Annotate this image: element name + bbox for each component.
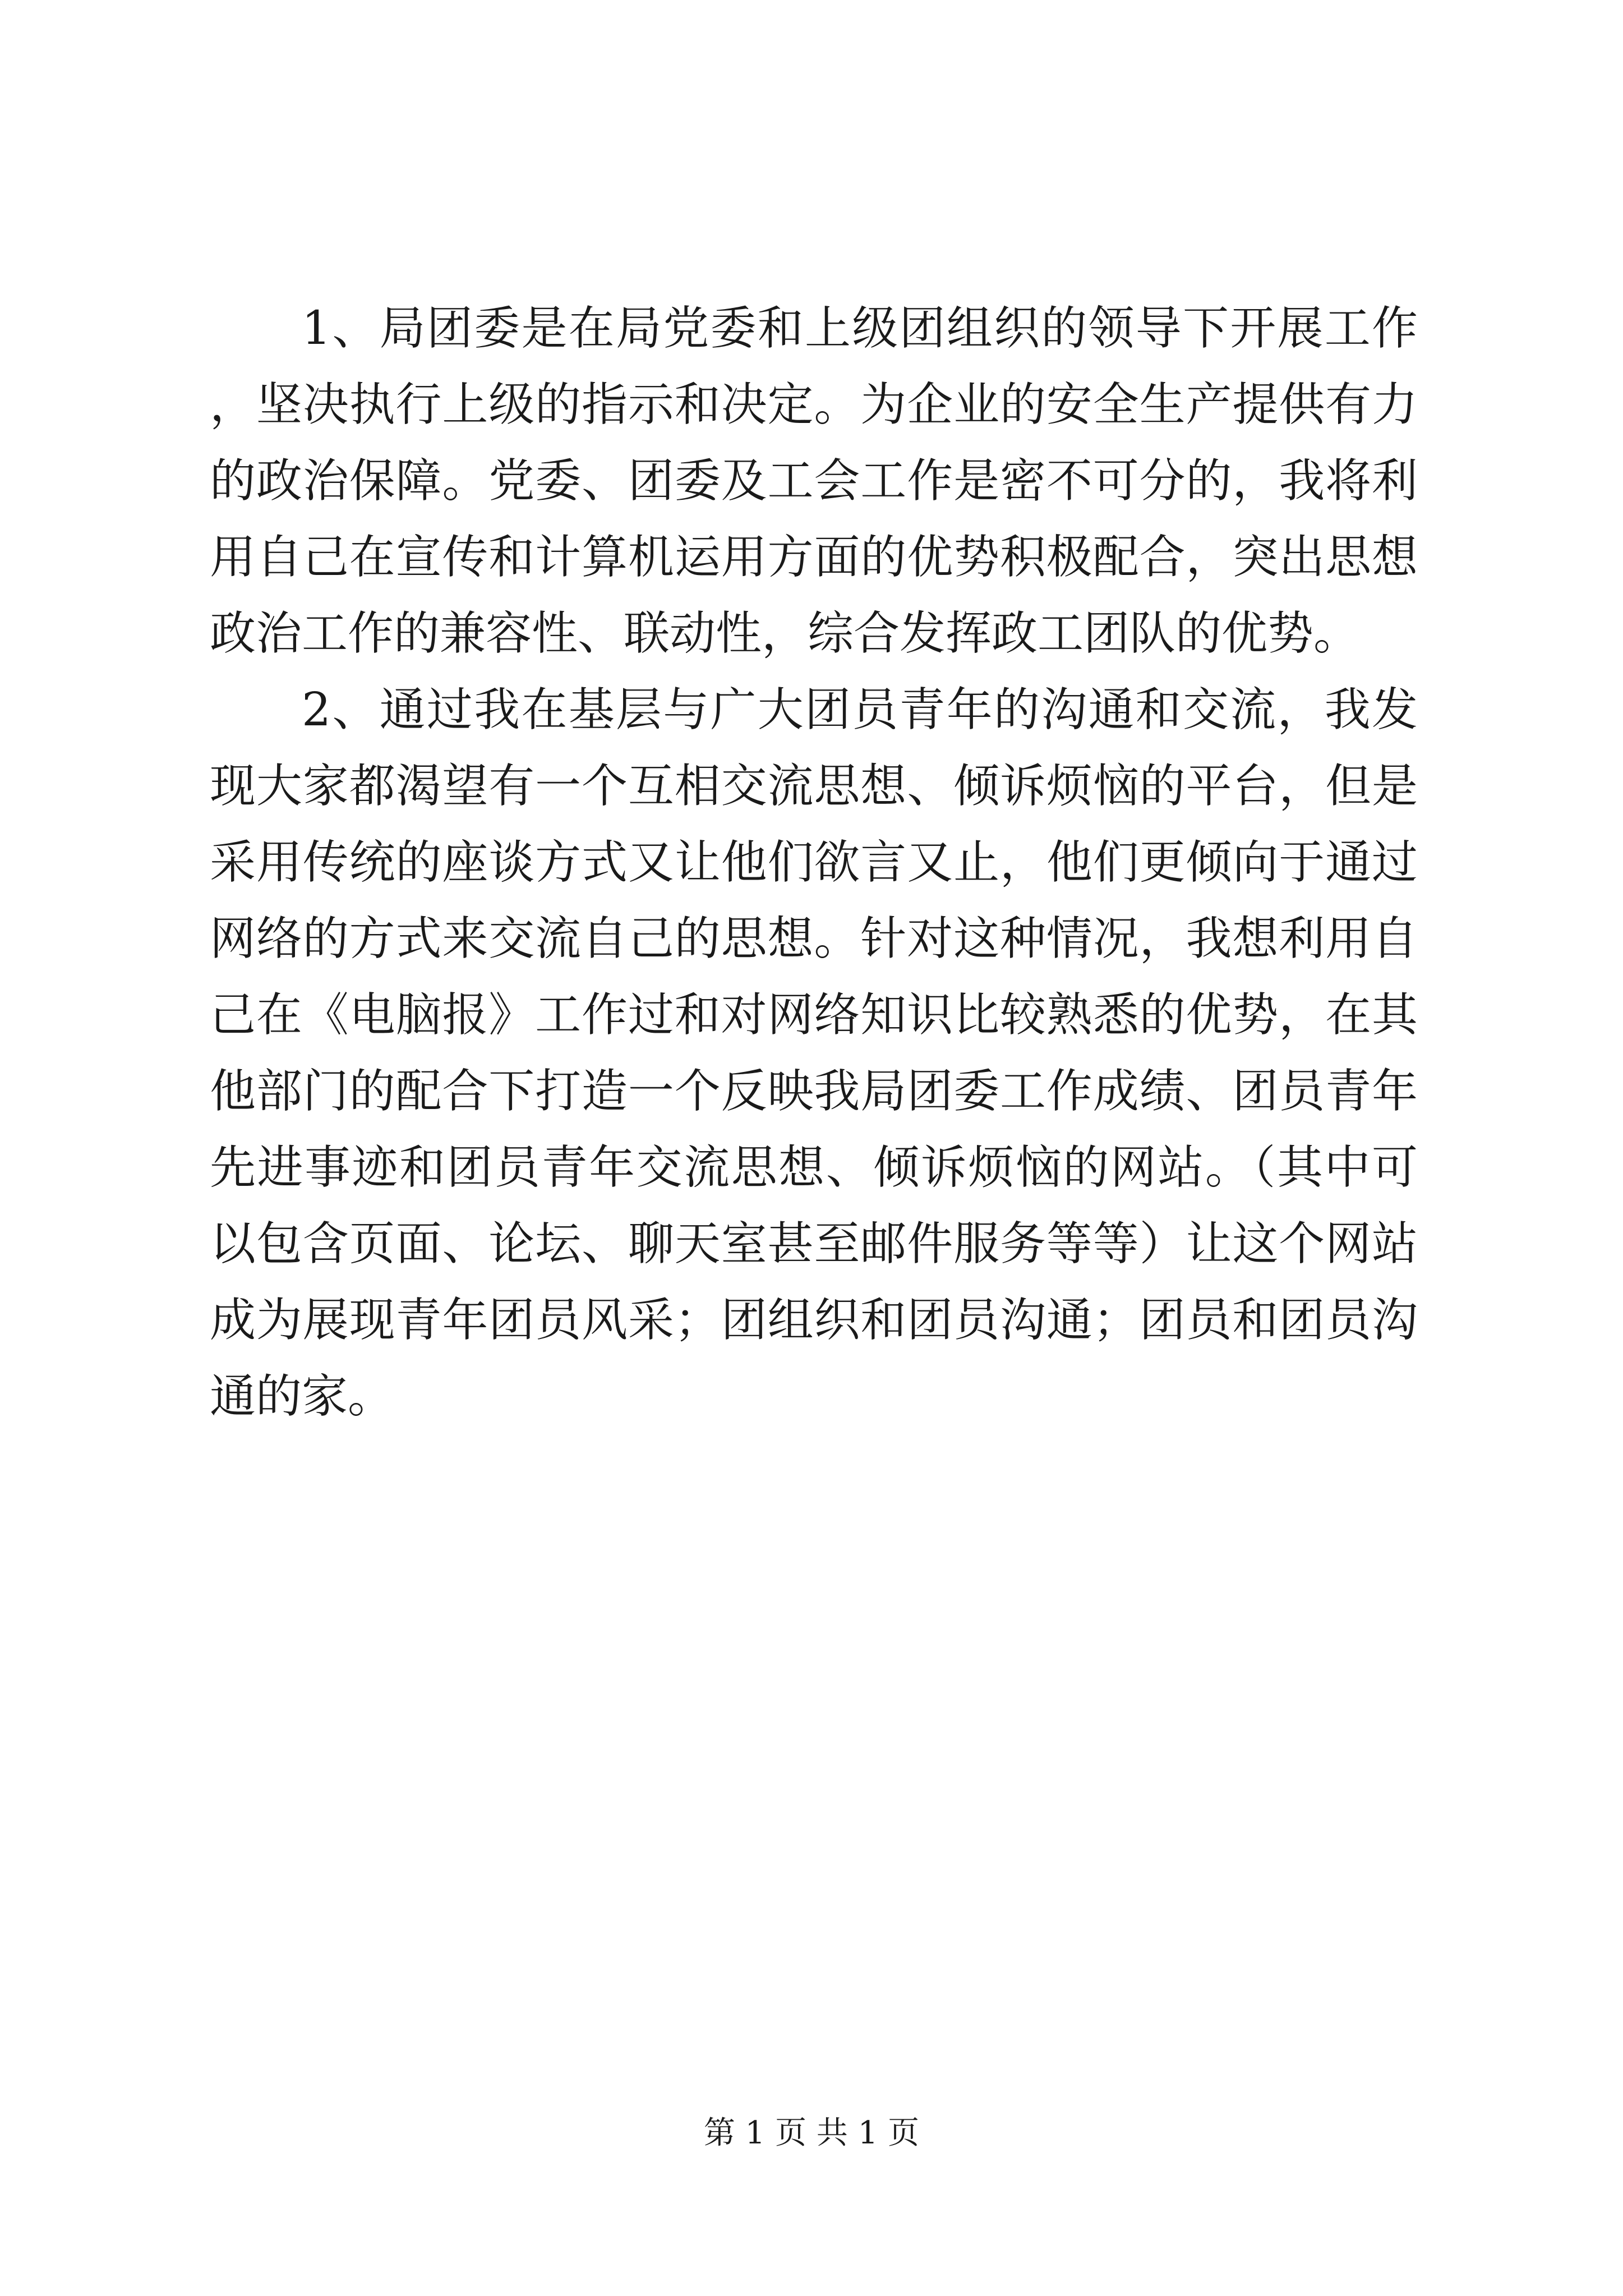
page-footer: 第 1 页 共 1 页 [703, 2115, 920, 2151]
paragraph-1: 1、局团委是在局党委和上级团组织的领导下开展工作，坚决执行上级的指示和决定。为企业的安全生产提供有力的政治保障。党委、团委及工会工作是密不可分的，我将利用自己在宣传和计算机运用方面的优势积极配合，突出思想政治工作的兼容性、联动性，综合发挥政工团队的优势。 [210, 302, 1418, 660]
paragraph-2: 2、通过我在基层与广大团员青年的沟通和交流，我发现大家都渴望有一个互相交流思想、倾诉烦恼的平台，但是采用传统的座谈方式又让他们欲言又止，他们更倾向于通过网络的方式来交流自己的思想。针对这种情况，我想利用自己在《电脑报》工作过和对网络知识比较熟悉的优势，在其他部门的配合下打造一个反映我局团委工作成绩、团员青年先进事迹和团员青年交流思想、倾诉烦恼的网站。（其中可以包含页面、论坛、聊天室甚至邮件服务等等）让这个网站成为展现青年团员风采；团组织和团员沟通；团员和团员沟通的家。 [210, 683, 1418, 1423]
document-body [210, 291, 1418, 1435]
